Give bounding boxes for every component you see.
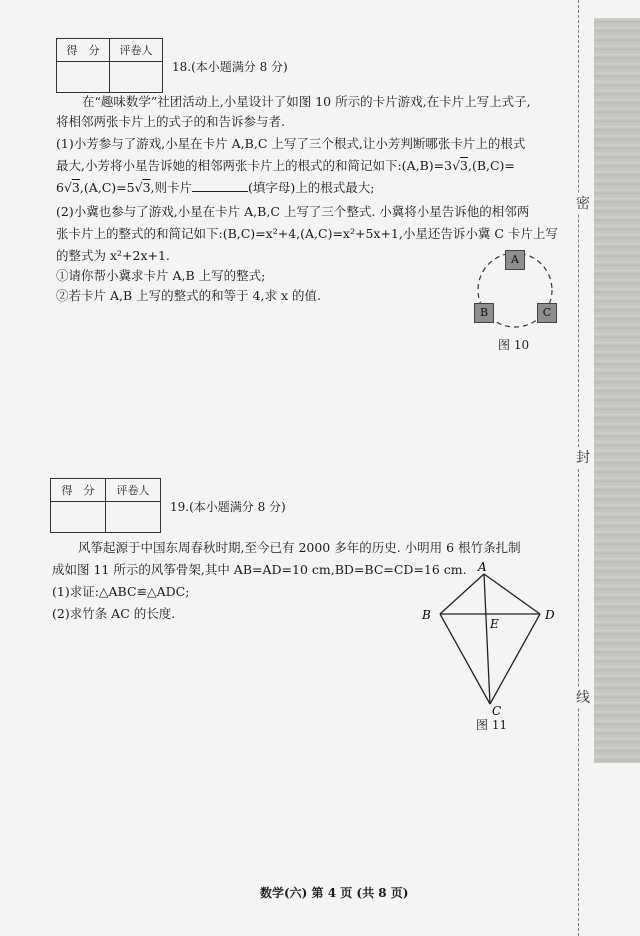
q18-part2-line-2: 张卡片上的整式的和简记如下:(B,C)=x²+4,(A,C)=x²+5x+1,小星还告诉小冀 C 卡片上写 <box>56 226 558 241</box>
grader-cell[interactable] <box>110 62 163 93</box>
segment-ac <box>484 574 490 704</box>
seal-mark-feng: 封 <box>576 450 590 466</box>
segment-ab <box>440 574 484 614</box>
sqrt-radicand: 3 <box>460 158 468 173</box>
sqrt-expression: √3 <box>134 180 151 195</box>
q19-intro-line-1: 风筝起源于中国东周春秋时期,至今已有 2000 多年的历史. 小明用 6 根竹条扎制 <box>78 540 521 555</box>
sqrt-radicand: 3 <box>142 180 151 195</box>
q18-heading: 18.(本小题满分 8 分) <box>172 60 288 74</box>
point-c-label: C <box>492 704 502 718</box>
segment-ad <box>484 574 540 614</box>
text-segment: 6 <box>56 180 64 195</box>
grader-header: 评卷人 <box>106 479 161 502</box>
seal-mark-xian: 线 <box>576 690 590 706</box>
q18-subpart-1: ①请你帮小冀求卡片 A,B 上写的整式; <box>56 268 266 283</box>
q19-score-table <box>50 478 161 533</box>
figure-10-label: 图 10 <box>498 338 530 352</box>
q19-part1: (1)求证:△ABC≌△ADC; <box>52 584 190 599</box>
grader-cell[interactable] <box>106 502 161 533</box>
segment-bc <box>440 614 490 704</box>
q18-part2-line-1: (2)小冀也参与了游戏,小星在卡片 A,B,C 上写了三个整式. 小冀将小星告诉他的相邻两 <box>56 204 530 219</box>
point-b-label: B <box>422 608 431 622</box>
q18-part2-line-3: 的整式为 x²+2x+1. <box>56 248 170 263</box>
score-cell[interactable] <box>57 62 110 93</box>
seal-dashed-line <box>578 0 579 936</box>
q18-part1-line-2 <box>56 156 515 176</box>
sqrt-expression: √3 <box>452 158 468 173</box>
q19-part2: (2)求竹条 AC 的长度. <box>52 606 176 621</box>
seal-mark-mi: 密 <box>576 196 590 212</box>
text-segment: (填字母)上的根式最大; <box>248 180 375 195</box>
q18-part1-line-3 <box>56 178 374 198</box>
card-b: B <box>474 303 494 323</box>
answer-blank[interactable] <box>192 179 248 192</box>
point-a-label: A <box>478 560 487 574</box>
figure-11-label: 图 11 <box>476 718 508 732</box>
sqrt-radicand: 3 <box>71 180 80 195</box>
q19-intro-line-2: 成如图 11 所示的风筝骨架,其中 AB=AD=10 cm,BD=BC=CD=16 cm. <box>52 562 467 577</box>
point-e-label: E <box>490 617 499 631</box>
grader-header: 评卷人 <box>110 39 163 62</box>
sqrt-expression: √3 <box>63 180 80 195</box>
q18-intro-line-2: 将相邻两张卡片上的式子的和告诉参与者. <box>56 114 285 129</box>
card-c: C <box>537 303 557 323</box>
score-cell[interactable] <box>51 502 106 533</box>
q18-score-table <box>56 38 163 93</box>
card-a: A <box>505 250 525 270</box>
text-segment: ,(B,C)= <box>467 158 515 173</box>
figure-11-kite <box>418 558 568 718</box>
q18-subpart-2: ②若卡片 A,B 上写的整式的和等于 4,求 x 的值. <box>56 288 322 303</box>
text-segment: 最大,小芳将小星告诉她的相邻两张卡片上的根式的和简记如下:(A,B)=3 <box>56 158 453 173</box>
text-segment: ,(A,C)=5 <box>79 180 135 195</box>
page-footer: 数学(六) 第 4 页 (共 8 页) <box>260 886 409 900</box>
point-d-label: D <box>545 608 555 622</box>
q19-heading: 19.(本小题满分 8 分) <box>170 500 286 514</box>
q18-part1-line-1: (1)小芳参与了游戏,小星在卡片 A,B,C 上写了三个根式,让小芳判断哪张卡片上的根式 <box>56 136 526 151</box>
text-segment: ,则卡片 <box>150 180 192 195</box>
score-header: 得 分 <box>51 479 106 502</box>
score-header: 得 分 <box>57 39 110 62</box>
binding-strip <box>594 18 640 763</box>
q18-intro-line-1: 在“趣味数学”社团活动上,小星设计了如图 10 所示的卡片游戏,在卡片上写上式子, <box>82 94 531 109</box>
